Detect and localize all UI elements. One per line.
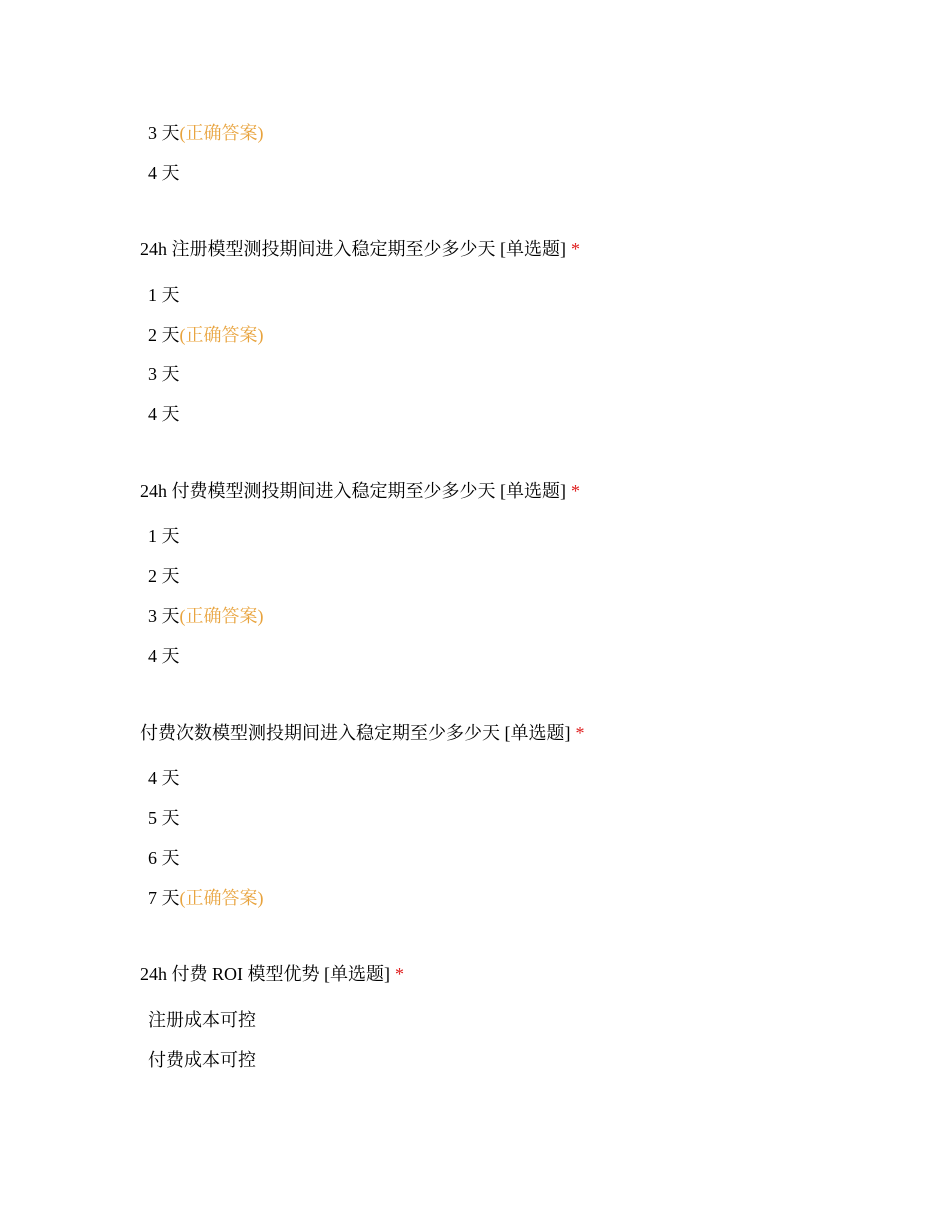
question-title bbox=[140, 963, 404, 985]
option-3-days bbox=[148, 122, 264, 144]
correct-answer-mark: (正确答案) bbox=[179, 888, 264, 908]
option-label: 3 天 bbox=[148, 606, 180, 626]
question-title bbox=[140, 480, 580, 502]
correct-answer-mark: (正确答案) bbox=[179, 325, 264, 345]
option-label: 1 天 bbox=[148, 526, 180, 546]
required-mark: * bbox=[575, 723, 585, 743]
required-mark: * bbox=[395, 964, 404, 984]
correct-answer-mark: (正确答案) bbox=[179, 606, 264, 626]
option-4-days bbox=[148, 162, 180, 184]
option-label: 4 天 bbox=[148, 646, 180, 666]
question-text: 付费次数模型测投期间进入稳定期至少多少天 [单选题] bbox=[140, 723, 571, 743]
option-4-days bbox=[148, 645, 180, 667]
question-title bbox=[140, 722, 585, 744]
option-label: 1 天 bbox=[148, 285, 180, 305]
option-4-days bbox=[148, 403, 180, 425]
option-payment-cost-controllable bbox=[148, 1049, 256, 1071]
option-1-days bbox=[148, 284, 180, 306]
option-3-days bbox=[148, 363, 180, 385]
option-label: 付费成本可控 bbox=[148, 1050, 256, 1070]
question-text: 24h 付费 ROI 模型优势 [单选题] bbox=[140, 964, 390, 984]
option-7-days bbox=[148, 887, 264, 909]
question-text: 24h 注册模型测投期间进入稳定期至少多少天 [单选题] bbox=[140, 239, 566, 259]
option-label: 7 天 bbox=[148, 888, 180, 908]
option-label: 4 天 bbox=[148, 163, 180, 183]
question-title bbox=[140, 238, 580, 260]
option-3-days bbox=[148, 605, 264, 627]
option-5-days bbox=[148, 807, 180, 829]
option-2-days bbox=[148, 324, 264, 346]
option-label: 5 天 bbox=[148, 808, 180, 828]
option-label: 4 天 bbox=[148, 768, 180, 788]
question-text: 24h 付费模型测投期间进入稳定期至少多少天 [单选题] bbox=[140, 481, 566, 501]
option-label: 注册成本可控 bbox=[148, 1010, 256, 1030]
option-label: 2 天 bbox=[148, 566, 180, 586]
option-6-days bbox=[148, 847, 180, 869]
option-label: 2 天 bbox=[148, 325, 180, 345]
option-label: 3 天 bbox=[148, 364, 180, 384]
option-2-days bbox=[148, 565, 180, 587]
option-label: 3 天 bbox=[148, 123, 180, 143]
required-mark: * bbox=[571, 239, 580, 259]
option-label: 6 天 bbox=[148, 848, 180, 868]
option-register-cost-controllable bbox=[148, 1009, 256, 1031]
option-label: 4 天 bbox=[148, 404, 180, 424]
required-mark: * bbox=[571, 481, 580, 501]
option-1-days bbox=[148, 525, 180, 547]
option-4-days bbox=[148, 767, 180, 789]
correct-answer-mark: (正确答案) bbox=[179, 123, 264, 143]
